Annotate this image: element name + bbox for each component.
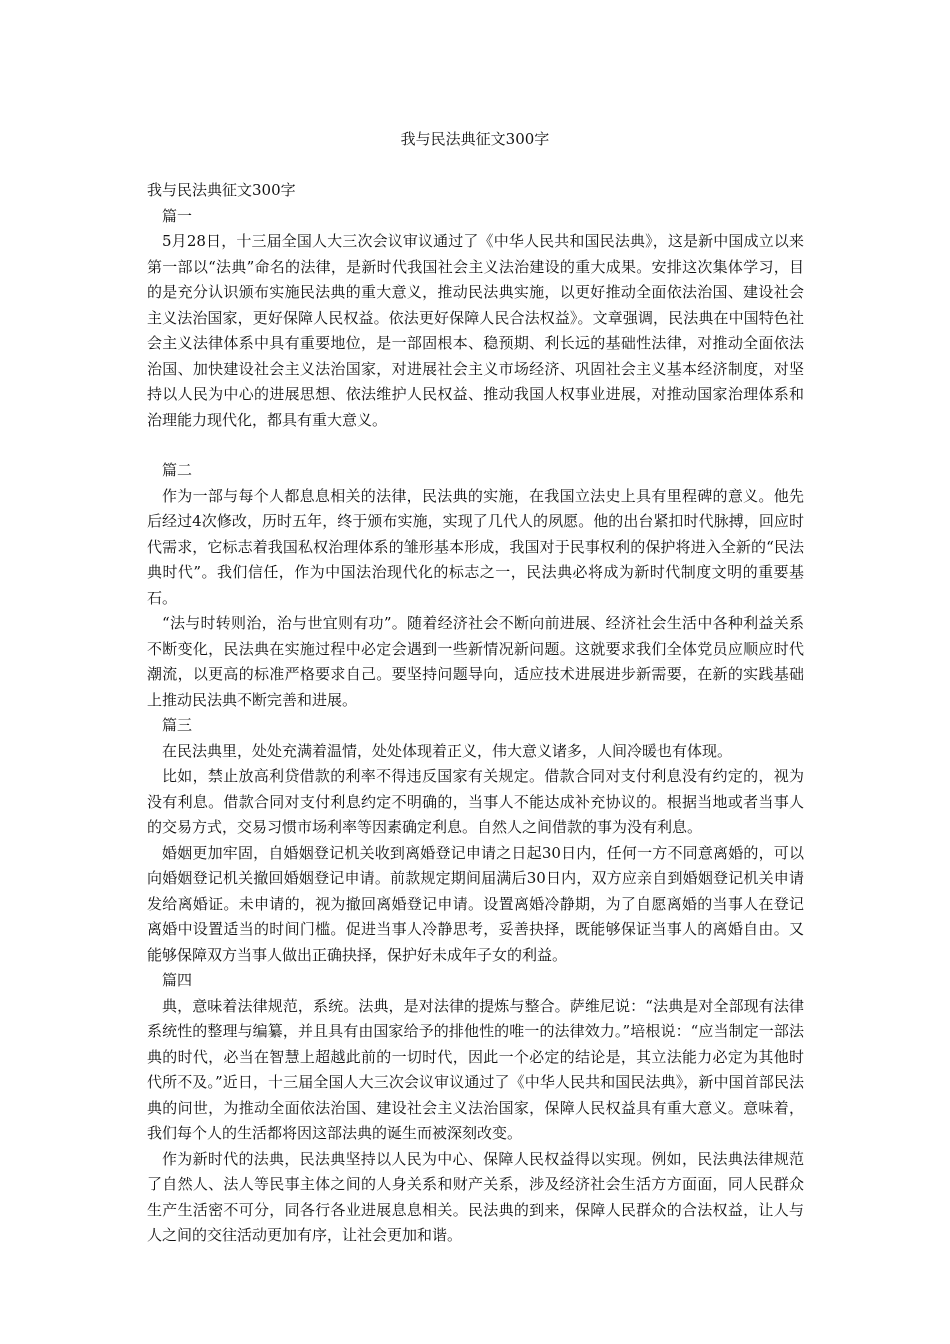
paragraph: 5月28日，十三届全国人大三次会议审议通过了《中华人民共和国民法典》，这是新中国成立以来第一部以“法典”命名的法律，是新时代我国社会主义法治建设的重大成果。安排这次集体学习，目的是充分认识颁布实施民法典的重大意义，推动民法典实施，以更好推动全面依法治国、建设社会主义法治国家，更好保障人民权益。依法更好保障人民合法权益》。文章强调，民法典在中国特色社会主义法律体系中具有重要地位，是一部固根本、稳预期、利长远的基础性法律，对推动全面依法治国、加快建设社会主义法治国家，对进展社会主义市场经济、巩固社会主义基本经济制度，对坚持以人民为中心的进展思想、依法维护人民权益、推动我国人权事业进展，对推动国家治理体系和治理能力现代化，都具有重大意义。 [147, 232, 804, 429]
paragraph: 婚姻更加牢固，自婚姻登记机关收到离婚登记申请之日起30日内，任何一方不同意离婚的，可以向婚姻登记机关撤回婚姻登记申请。前款规定期间届满后30日内，双方应亲自到婚姻登记机关申请发给离婚证。未申请的，视为撤回离婚登记申请。设置离婚冷静期，为了自愿离婚的当事人在登记离婚中设置适当的时间门槛。促进当事人冷静思考，妥善抉择，既能够保证当事人的离婚自由。又能够保障双方当事人做出正确抉择，保护好未成年子女的利益。 [147, 843, 804, 964]
paragraph: 典，意味着法律规范，系统。法典，是对法律的提炼与整合。萨维尼说：“法典是对全部现有法律系统性的整理与编纂，并且具有由国家给予的排他性的唯一的法律效力。”培根说：“应当制定一部法典的时代，必当在智慧上超越此前的一切时代，因此一个必定的结论是，其立法能力必定为其他时代所不及。”近日，十三届全国人大三次会议审议通过了《中华人民共和国民法典》，新中国首部民法典的问世，为推动全面依法治国、建设社会主义法治国家，保障人民权益具有重大意义。意味着，我们每个人的生活都将因这部法典的诞生而被深刻改变。 [147, 996, 804, 1142]
section-heading-2: 篇二 [162, 461, 193, 479]
paragraph: “法与时转则治，治与世宜则有功”。随着经济社会不断向前进展、经济社会生活中各种利益关系不断变化，民法典在实施过程中必定会遇到一些新情况新问题。这就要求我们全体党员应顺应时代潮流，以更高的标准严格要求自己。要坚持问题导向，适应技术进展进步新需要，在新的实践基础上推动民法典不断完善和进展。 [147, 614, 804, 709]
section-heading-3: 篇三 [162, 716, 193, 734]
document-body [147, 178, 804, 1249]
paragraph: 在民法典里，处处充满着温情，处处体现着正义，伟大意义诸多，人间冷暖也有体现。 [162, 741, 733, 760]
section-heading-4: 篇四 [162, 971, 193, 989]
page-title: 我与民法典征文300字 [400, 130, 550, 148]
section-spacer [147, 433, 804, 458]
paragraph: 作为新时代的法典，民法典坚持以人民为中心、保障人民权益得以实现。例如，民法典法律规范了自然人、法人等民事主体之间的人身关系和财产关系，涉及经济社会生活方方面面，同人民群众生产生活密不可分，同各行各业进展息息相关。民法典的到来，保障人民群众的合法权益，让人与人之间的交往活动更加有序，让社会更加和谐。 [147, 1149, 804, 1244]
section-heading-1: 篇一 [162, 206, 193, 225]
document-title: 我与民法典征文300字 [147, 181, 296, 199]
paragraph: 比如，禁止放高利贷借款的利率不得违反国家有关规定。借款合同对支付利息没有约定的，视为没有利息。借款合同对支付利息约定不明确的，当事人不能达成补充协议的。根据当地或者当事人的交易方式，交易习惯市场利率等因素确定利息。自然人之间借款的事为没有利息。 [147, 767, 804, 836]
paragraph: 作为一部与每个人都息息相关的法律，民法典的实施，在我国立法史上具有里程碑的意义。他先后经过4次修改，历时五年，终于颁布实施，实现了几代人的夙愿。他的出台紧扣时代脉搏，回应时代需求，它标志着我国私权治理体系的雏形基本形成，我国对于民事权利的保护将进入全新的“民法典时代”。我们信任，作为中国法治现代化的标志之一，民法典必将成为新时代制度文明的重要基石。 [147, 486, 804, 607]
